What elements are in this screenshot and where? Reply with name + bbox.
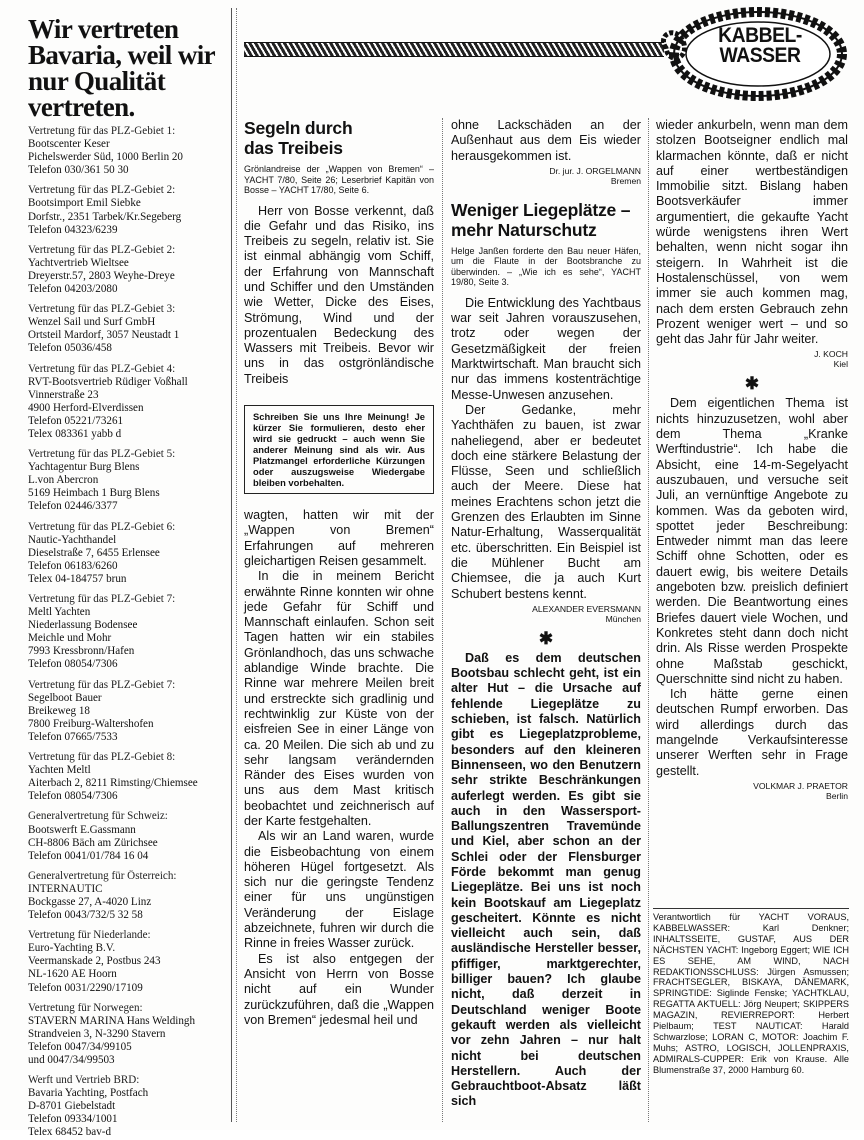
dealer-entry	[28, 184, 226, 236]
author-city: Bremen	[610, 175, 641, 186]
dealer-line: Telefon 09334/1001	[28, 1113, 118, 1126]
column-divider	[648, 118, 649, 1122]
dealer-line: L.von Abercron	[28, 474, 99, 487]
article-title	[451, 200, 641, 240]
article-lead: Helge Janßen forderte den Bau neuer Häfen, um die Flaute in der Bootsbranche zu überwinden. – „Wie ich es sehe“, YACHT 19/80, Seite 3.	[451, 245, 641, 288]
dealer-entry	[28, 810, 226, 862]
dealer-line: Dreyerstr.57, 2803 Weyhe-Dreye	[28, 269, 175, 282]
logo-line: WASSER	[719, 44, 801, 67]
ad-headline-line: Bavaria, weil wir	[28, 40, 216, 70]
dealer-line: Wenzel Sail und Surf GmbH	[28, 316, 156, 329]
dealer-entry	[28, 751, 226, 803]
paragraph: ohne Lackschäden an der Außenhaut aus dem Eis wieder herausgekommen ist.	[451, 118, 641, 163]
dealer-region: Werft und Vertrieb BRD:	[28, 1074, 140, 1087]
dealer-region: Vertretung für das PLZ-Gebiet 8:	[28, 751, 176, 764]
article-lead: Grönlandreise der „Wappen von Bremen“ – YACHT 7/80, Seite 26; Leserbrief Kapitän von Bosse – YACHT 17/80, Seite 6.	[244, 164, 434, 195]
dealer-line: Dorfstr., 2351 Tarbek/Kr.Segeberg	[28, 210, 182, 223]
dealer-line: RVT-Bootsvertrieb Rüdiger Voßhall	[28, 375, 188, 388]
dealer-entry	[28, 593, 226, 672]
dealer-line: Dieselstraße 7, 6455 Erlensee	[28, 546, 160, 559]
title-line: Segeln durch	[244, 118, 353, 138]
dealer-region: Generalvertretung für Österreich:	[28, 869, 177, 882]
dealer-line: und 0047/34/99503	[28, 1054, 115, 1066]
dealer-line: 4900 Herford-Elverdissen	[28, 401, 144, 414]
dealer-line: Telefon 0031/2290/17109	[28, 981, 143, 994]
author-city: Berlin	[826, 790, 848, 801]
dealer-line: Telefon 04203/2080	[28, 283, 118, 296]
paragraph: Ich hätte gerne einen deutschen Rumpf erworben. Das wird allerdings durch das mangelnde Verkaufsinteresse unserer Werften sehr in Frage gestellt.	[656, 687, 848, 778]
paragraph: Als wir an Land waren, wurde die Eisbeobachtung von einem höheren Hügel fortgesetzt. Als sich nur die geringste Tendenz einer für uns ungünstigen Veränderung der Eislage abzeichnete, fuhren wir durch die Rinne in freies Wasser zurück.	[244, 829, 434, 951]
section-separator-star: ✱	[744, 374, 760, 394]
dealer-region: Vertretung für das PLZ-Gebiet 5:	[28, 448, 176, 461]
dealer-region: Vertretung für das PLZ-Gebiet 6:	[28, 520, 176, 533]
dealer-entry	[28, 448, 226, 513]
dealer-line: Ortsteil Mardorf, 3057 Neustadt 1	[28, 329, 180, 342]
dealer-line: Telefon 0047/34/99105	[28, 1040, 132, 1053]
dealer-line: Telefon 06183/6260	[28, 559, 118, 572]
ad-headline	[28, 16, 226, 120]
dealer-region: Vertretung für das PLZ-Gebiet 1:	[28, 125, 176, 137]
dealer-list	[28, 125, 226, 1140]
title-line: Weniger Liegeplätze –	[451, 199, 631, 220]
dealer-line: Bavaria Yachting, Postfach	[28, 1087, 149, 1100]
dealer-line: Telex 68452 bav-d	[28, 1126, 112, 1139]
dealer-line: Telefon 05036/458	[28, 342, 112, 355]
dealer-line: Bootsimport Emil Siebke	[28, 197, 141, 210]
editorial-note-box	[244, 405, 434, 494]
dealer-line: Segelboot Bauer	[28, 691, 102, 704]
paragraph: Es ist also entgegen der Ansicht von Herrn von Bosse nicht auf ein Wunder zurückzuführen, daß die „Wappen von Bremen“ jedesmal heil und	[244, 951, 434, 1027]
dealer-entry	[28, 125, 226, 177]
letter-signature	[656, 781, 848, 801]
paragraph: In die in meinem Bericht erwähnte Rinne konnten wir ohne jede Gefahr für Schiff und Mannschaft einlaufen. Schon seit Tagen hatten wir ein stabiles Grönlandhoch, das uns schwache ablandige Winde brachte. Die Rinne war mehrere Meilen breit und erstreckte sich gradlinig und rechtwinklig zur Küste von der eisfreien See in einer Länge von ca. 20 Meilen. Die sich ab und zu sehr langsam verändernden Ränder des Eises wurden von uns aus dem Mast kritisch beobachtet und zeichnerisch auf der Karte festgehalten.	[244, 569, 434, 828]
dealer-line: NL-1620 AE Hoorn	[28, 968, 117, 981]
author-name: J. KOCH	[814, 349, 848, 360]
dealer-line: Telefon 05221/73261	[28, 414, 124, 427]
paragraph: Dem eigentlichen Thema ist nichts hinzuzusetzen, wohl aber dem Thema „Kranke Werftindustrie“. Ich habe die Absicht, eine 14-m-Segelyacht auszubauen, und versuche seit Juli, an vernünftige Angebote zu kommen. Was da geboten wird, spottet jeder Beschreibung: Entweder nimmt man das leere Schiff ohne Schotten, oder es dauert ewig, bis weitere Details angeboten bzw. preislich definiert werden. Die Beantwortung eines Briefes dauert viele Wochen, und Konkretes steht dann doch nicht drin. Als Risse werden Prospekte ohne Maßstab geschickt, Querschnitte sind nicht zu haben.	[656, 396, 848, 686]
author-city: Kiel	[833, 359, 848, 370]
article-title	[244, 118, 434, 158]
dealer-line: Yachtvertrieb Wieltsee	[28, 256, 129, 269]
dealer-line: Aiterbach 2, 8211 Rimsting/Chiemsee	[28, 777, 198, 790]
dealer-line: CH-8806 Bäch am Zürichsee	[28, 836, 158, 849]
dealer-line: STAVERN MARINA Hans Weldingh	[28, 1014, 195, 1027]
dealer-line: Bootscenter Keser	[28, 138, 110, 151]
logo-line: KABBEL-	[718, 24, 802, 47]
article-column-3	[656, 118, 848, 807]
dealer-line: Bootswerft E.Gassmann	[28, 823, 136, 836]
letter-signature	[451, 166, 641, 186]
dealer-line: Vinnerstraße 23	[28, 388, 99, 401]
letter-signature	[656, 349, 848, 369]
dealer-line: Niederlassung Bodensee	[28, 619, 138, 632]
paragraph: Daß es dem deutschen Bootsbau schlecht geht, ist ein alter Hut – die Ursache auf fehlende Liegeplätze zu schieben, ist falsch. Natürlich gibt es Liegeplatzprobleme, besonders auf den kleineren Binnenseen, wo den Benutzern sehr strikte Beschränkungen auferlegt werden. Es gibt sie auch in den Wassersport-Ballungszentren Travemünde und Kiel, aber schon an der Schlei oder der Flensburger Förde bekommt man genug Liegeplätze. Bei uns ist noch kein Bootskauf am Liegeplatz gescheitert. Könnte es nicht vielleicht auch sein, daß ausländische Hersteller besser, pfiffiger, marktgerechter, billiger bauen? Ich glaube nicht, daß derzeit in Deutschland weniger Boote gekauft werden als vielleicht vor zehn Jahren – nur halt nicht bei deutschen Herstellern. Auch der Gebrauchtboot-Absatz läßt sich	[451, 650, 641, 1109]
column-divider	[236, 8, 237, 1122]
dealer-line: Telex 083361 yabb d	[28, 427, 122, 440]
dealer-entry	[28, 1002, 226, 1067]
dealer-line: Meltl Yachten	[28, 606, 91, 619]
ad-headline-line: vertreten.	[28, 92, 135, 122]
article-column-1	[244, 118, 434, 1028]
title-line: das Treibeis	[244, 138, 343, 158]
author-city: München	[605, 613, 641, 624]
dealer-line: Telefon 08054/7306	[28, 658, 118, 671]
dealer-line: Meichle und Mohr	[28, 632, 112, 645]
dealer-region: Vertretung für das PLZ-Gebiet 2:	[28, 184, 176, 197]
dealer-region: Vertretung für das PLZ-Gebiet 3:	[28, 303, 176, 316]
dealer-entry	[28, 521, 226, 586]
dealer-line: Telefon 030/361 50 30	[28, 164, 129, 177]
dealer-line: 5169 Heimbach 1 Burg Blens	[28, 487, 160, 500]
dealer-entry	[28, 244, 226, 296]
dealer-line: Telefon 0041/01/784 16 04	[28, 849, 149, 862]
paragraph: Der Gedanke, mehr Yachthäfen zu bauen, ist zwar naheliegend, aber er bedeutet doch eine stärkere Belastung der Flüsse, Seen und schließlich auch der Meere. Diese hat meines Erachtens schon jetzt die Grenzen des Erlaubten im Sinne Natur-Erhaltung, Wasserqualität etc. überschritten. Ein Beispiel ist die Mühlener Bucht am Chiemsee, die ja auch Kurt Schubert bestens kennt.	[451, 402, 641, 601]
author-name: VOLKMAR J. PRAETOR	[753, 780, 848, 791]
editorial-credits	[653, 908, 849, 1076]
column-divider	[442, 118, 443, 1122]
dealer-line: Telefon 02446/3377	[28, 500, 118, 513]
ad-headline-line: nur Qualität	[28, 66, 166, 96]
author-name: ALEXANDER EVERSMANN	[532, 603, 641, 614]
dealer-line: 7993 Kressbronn/Hafen	[28, 645, 135, 658]
paragraph: wagten, hatten wir mit der „Wappen von Bremen“ Erfahrungen auf mehreren gleichartigen Reisen gesammelt.	[244, 508, 434, 568]
rope-border	[244, 42, 664, 57]
bavaria-advertisement	[28, 14, 226, 1139]
column-divider	[231, 8, 232, 1122]
dealer-entry	[28, 870, 226, 922]
dealer-line: Euro-Yachting B.V.	[28, 942, 116, 955]
section-separator-star: ✱	[538, 628, 554, 648]
dealer-region: Vertretung für das PLZ-Gebiet 4:	[28, 362, 176, 375]
dealer-region: Vertretung für das PLZ-Gebiet 2:	[28, 243, 176, 256]
author-name: Dr. jur. J. ORGELMANN	[549, 165, 641, 176]
dealer-region: Vertretung für das PLZ-Gebiet 7:	[28, 593, 176, 605]
dealer-line: Breikeweg 18	[28, 704, 90, 717]
dealer-line: Telefon 07665/7533	[28, 730, 118, 743]
dealer-line: Telefon 04323/6239	[28, 223, 118, 236]
dealer-line: Yachten Meltl	[28, 764, 91, 777]
dealer-line: Veermanskade 2, Postbus 243	[28, 955, 161, 968]
paragraph: wieder ankurbeln, wenn man dem stolzen Bootseigner endlich mal klarmachen könnte, daß er nicht auf einer wertbeständigen Immobilie sitzt. Bislang haben Bootsverkäufer immer argumentiert, die gekaufte Yacht würde wenigstens ihren Wert behalten, wenn nicht sogar ihn steigern. In Wahrheit ist die Hostalenschüssel, von wem immer sie auch kommen mag, nach dem ersten Gebrauch zehn Prozent weniger wert – und so geht das Jahr für Jahr weiter.	[656, 118, 848, 347]
dealer-line: INTERNAUTIC	[28, 882, 103, 895]
kabbelwasser-logo	[696, 26, 825, 66]
dealer-line: Nautic-Yachthandel	[28, 533, 117, 546]
dealer-line: 7800 Freiburg-Waltershofen	[28, 717, 154, 730]
dealer-line: Pichelswerder Süd, 1000 Berlin 20	[28, 151, 183, 164]
dealer-region: Vertretung für Norwegen:	[28, 1001, 143, 1014]
dealer-line: Bockgasse 27, A-4020 Linz	[28, 895, 152, 908]
dealer-entry	[28, 679, 226, 744]
dealer-line: Yachtagentur Burg Blens	[28, 461, 140, 474]
dealer-line: Telefon 08054/7306	[28, 790, 118, 803]
editorial-note: Schreiben Sie uns Ihre Meinung! Je kürzer Sie formulieren, desto eher wird sie gedruckt – auch wenn Sie anderer Meinung sind als wir. Aus Platzmangel erforderliche Kürzungen oder auszugsweise Wiedergabe bleiben vorbehalten.	[253, 411, 425, 489]
dealer-line: D-8701 Giebelstadt	[28, 1100, 116, 1113]
article-column-2	[451, 118, 641, 1110]
dealer-entry	[28, 363, 226, 442]
dealer-line: Telex 04-184757 brun	[28, 572, 127, 585]
letter-signature	[451, 604, 641, 624]
dealer-entry	[28, 929, 226, 994]
ad-headline-line: Wir vertreten	[28, 14, 179, 44]
paragraph: Herr von Bosse verkennt, daß die Gefahr und das Risiko, ins Treibeis zu segeln, relativ ist. Sie ist einmal abhängig vom Schiff, der Erfahrung von Mannschaft und Schiffer und den Umständen wie Wetter, Dicke des Eises, Strömung, Wind und der prozentualen Bedeckung des Wassers mit Treibeis. Bevor wir uns in das ostgrönländische Treibeis	[244, 203, 434, 386]
dealer-entry	[28, 303, 226, 355]
dealer-region: Vertretung für das PLZ-Gebiet 7:	[28, 678, 176, 691]
paragraph: Die Entwicklung des Yachtbaus war seit Jahren vorauszusehen, trotz oder wegen der Gesetzmäßigkeit der freien Marktwirtschaft. Man braucht sich nur das immens kostenträchtige Messe-Unwesen anzusehen.	[451, 295, 641, 402]
dealer-region: Vertretung für Niederlande:	[28, 929, 151, 942]
dealer-region: Generalvertretung für Schweiz:	[28, 810, 168, 823]
credits-text: Verantwortlich für YACHT VORAUS, KABBELWASSER: Karl Denkner; INHALTSSEITE, GUSTAF, AUS DER NÄCHSTEN YACHT: Ingeborg Eggert; WIE ICH ES SEHE, AM WIND, NACH REDAKTIONSSCHLUSS: Jürgen Asmussen; FRACHTSEGLER, BISKAYA, DÄNEMARK, SPRINGTIDE: Siglinde Fenske; YACHTKLAU, REGATTA AKTUELL: Jörg Neupert; SKIPPERS MAGAZIN, REVIERREPORT: Herbert Pielbaum; TEST NAUTICAT: Harald Schwarzlose; LORAN C, MOTOR: Joachim F. Muhs; ASTRO, LOGISCH, JOLLENPRAXIS, ADMIRALS-CUPPER: Erik von Krause. Alle Blumenstraße 37, 2000 Hamburg 60.	[653, 912, 849, 1075]
dealer-line: Strandveien 3, N-3290 Stavern	[28, 1027, 166, 1040]
dealer-line: Telefon 0043/732/5 32 58	[28, 909, 143, 922]
title-line: mehr Naturschutz	[451, 219, 597, 240]
